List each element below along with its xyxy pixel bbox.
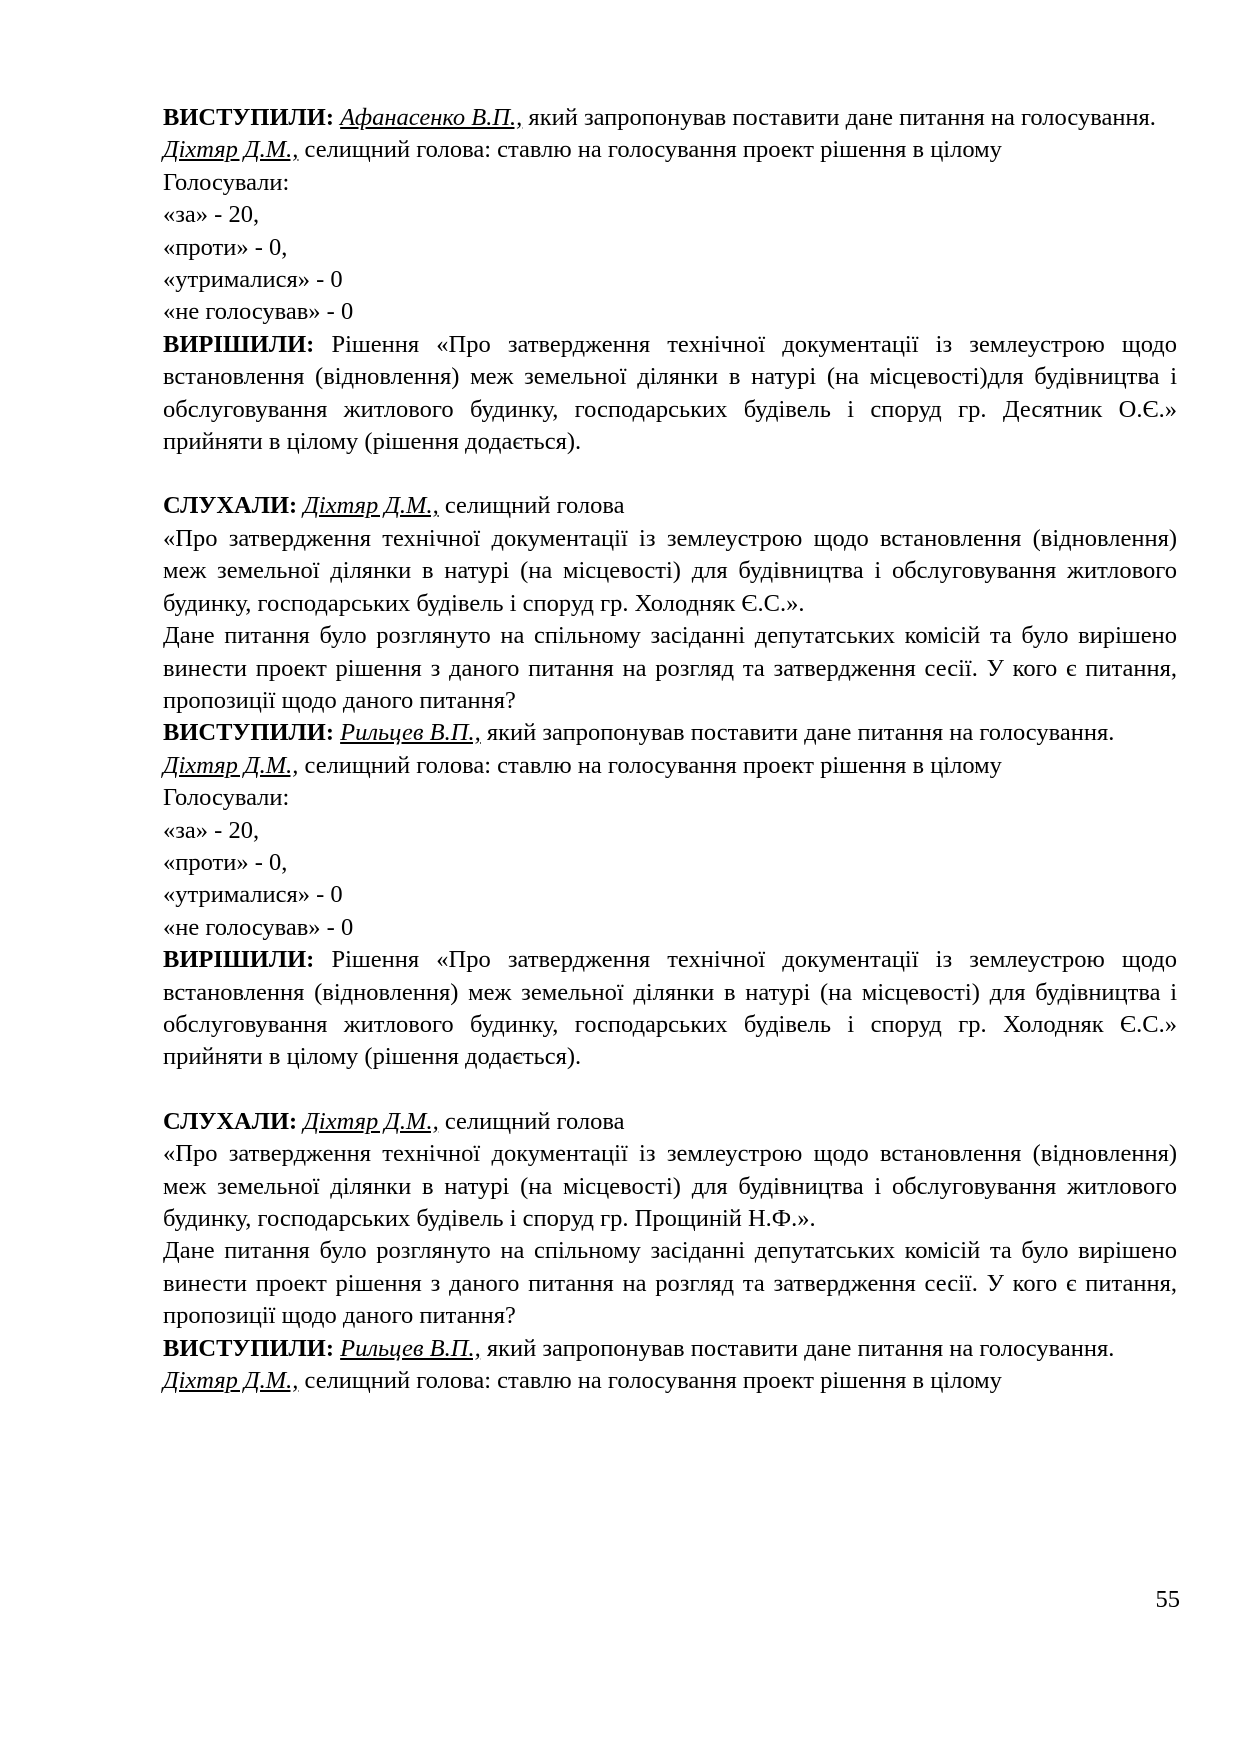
chair-name: Діхтяр Д.М., xyxy=(163,751,299,779)
decision-text: Рішення «Про затвердження технічної документації із землеустрою щодо встановлення (відновлення) меж земельної ділянки в натурі (на місцевості)для будівництва і обслуговування житлового будинку, господарських будівель і споруд гр. Десятник О.Є.» прийняти в цілому (рішення додається). xyxy=(163,330,1177,456)
discussion-paragraph: Дане питання було розглянуто на спільному засіданні депутатських комісій та було вирішено винести проект рішення з даного питання на розгляд та затвердження сесії. У кого є питання, пропозиції щодо даного питання? xyxy=(163,1237,1177,1330)
chair-name: Діхтяр Д.М., xyxy=(163,136,299,164)
heard-label: СЛУХАЛИ: xyxy=(163,1107,298,1135)
topic-paragraph: «Про затвердження технічної документації із землеустрою щодо встановлення (відновлення) меж земельної ділянки в натурі (на місцевості) для будівництва і обслуговування житлового будинку, господарських будівель і споруд гр. Прощиній Н.Ф.». xyxy=(163,1140,1177,1232)
section-gap xyxy=(163,458,1177,490)
vote-not-voted: «не голосував» - 0 xyxy=(163,913,354,941)
decision-label: ВИРІШИЛИ: xyxy=(163,330,315,358)
vystupyly-text: який запропонував поставити дане питання на голосування. xyxy=(486,719,1115,747)
section-gap xyxy=(163,1074,1177,1106)
vote-for: «за» - 20, xyxy=(163,816,260,844)
decision-paragraph xyxy=(163,329,1177,459)
heard-role: селищний голова xyxy=(444,492,625,520)
heard-label: СЛУХАЛИ: xyxy=(163,492,298,520)
chair-paragraph xyxy=(163,750,1177,782)
heard-paragraph xyxy=(163,1106,1177,1138)
chair-text: селищний голова: ставлю на голосування проект рішення в цілому xyxy=(304,136,1002,164)
votes-title: Голосували: xyxy=(163,168,290,196)
speaker-name: Афанасенко В.П., xyxy=(340,104,523,131)
decision-label: ВИРІШИЛИ: xyxy=(163,946,315,974)
decision-paragraph xyxy=(163,944,1177,1074)
decision-text: Рішення «Про затвердження технічної документації із землеустрою щодо встановлення (відновлення) меж земельної ділянки в натурі (на місцевості) для будівництва і обслуговування житлового будинку, господарських будівель і споруд гр. Холодняк Є.С.» прийняти в цілому (рішення додається). xyxy=(163,946,1177,1071)
heard-paragraph xyxy=(163,490,1177,522)
vystupyly-text: який запропонував поставити дане питання на голосування. xyxy=(486,1334,1115,1362)
chair-paragraph xyxy=(163,1365,1177,1397)
vystupyly-paragraph xyxy=(163,717,1177,749)
vote-not-voted: «не голосував» - 0 xyxy=(163,298,354,326)
chair-paragraph xyxy=(163,134,1177,166)
vystupyly-paragraph xyxy=(163,1333,1177,1365)
vystupyly-text: який запропонував поставити дане питання на голосування. xyxy=(528,104,1156,131)
vote-abstained: «утрималися» - 0 xyxy=(163,881,343,909)
speaker-name: Рильцев В.П., xyxy=(340,719,481,747)
vote-for: «за» - 20, xyxy=(163,201,260,229)
heard-name: Діхтяр Д.М., xyxy=(303,492,439,520)
vystupyly-label: ВИСТУПИЛИ: xyxy=(163,1334,334,1362)
vystupyly-label: ВИСТУПИЛИ: xyxy=(163,104,334,131)
votes-title: Голосували: xyxy=(163,784,290,812)
document-page xyxy=(163,102,1177,1397)
chair-text: селищний голова: ставлю на голосування проект рішення в цілому xyxy=(304,751,1002,779)
page-number: 55 xyxy=(1155,1586,1180,1613)
vote-against: «проти» - 0, xyxy=(163,233,288,261)
speaker-name: Рильцев В.П., xyxy=(340,1334,481,1362)
heard-name: Діхтяр Д.М., xyxy=(303,1107,439,1135)
chair-text: селищний голова: ставлю на голосування проект рішення в цілому xyxy=(304,1367,1002,1395)
heard-role: селищний голова xyxy=(444,1107,625,1135)
vote-against: «проти» - 0, xyxy=(163,848,288,876)
topic-paragraph: «Про затвердження технічної документації із землеустрою щодо встановлення (відновлення) меж земельної ділянки в натурі (на місцевості) для будівництва і обслуговування житлового будинку, господарських будівель і споруд гр. Холодняк Є.С.». xyxy=(163,524,1177,617)
chair-name: Діхтяр Д.М., xyxy=(163,1367,299,1395)
discussion-paragraph: Дане питання було розглянуто на спільному засіданні депутатських комісій та було вирішено винести проект рішення з даного питання на розгляд та затвердження сесії. У кого є питання, пропозиції щодо даного питання? xyxy=(163,622,1177,714)
vote-abstained: «утрималися» - 0 xyxy=(163,266,343,294)
vystupyly-paragraph xyxy=(163,102,1177,134)
vystupyly-label: ВИСТУПИЛИ: xyxy=(163,719,334,747)
